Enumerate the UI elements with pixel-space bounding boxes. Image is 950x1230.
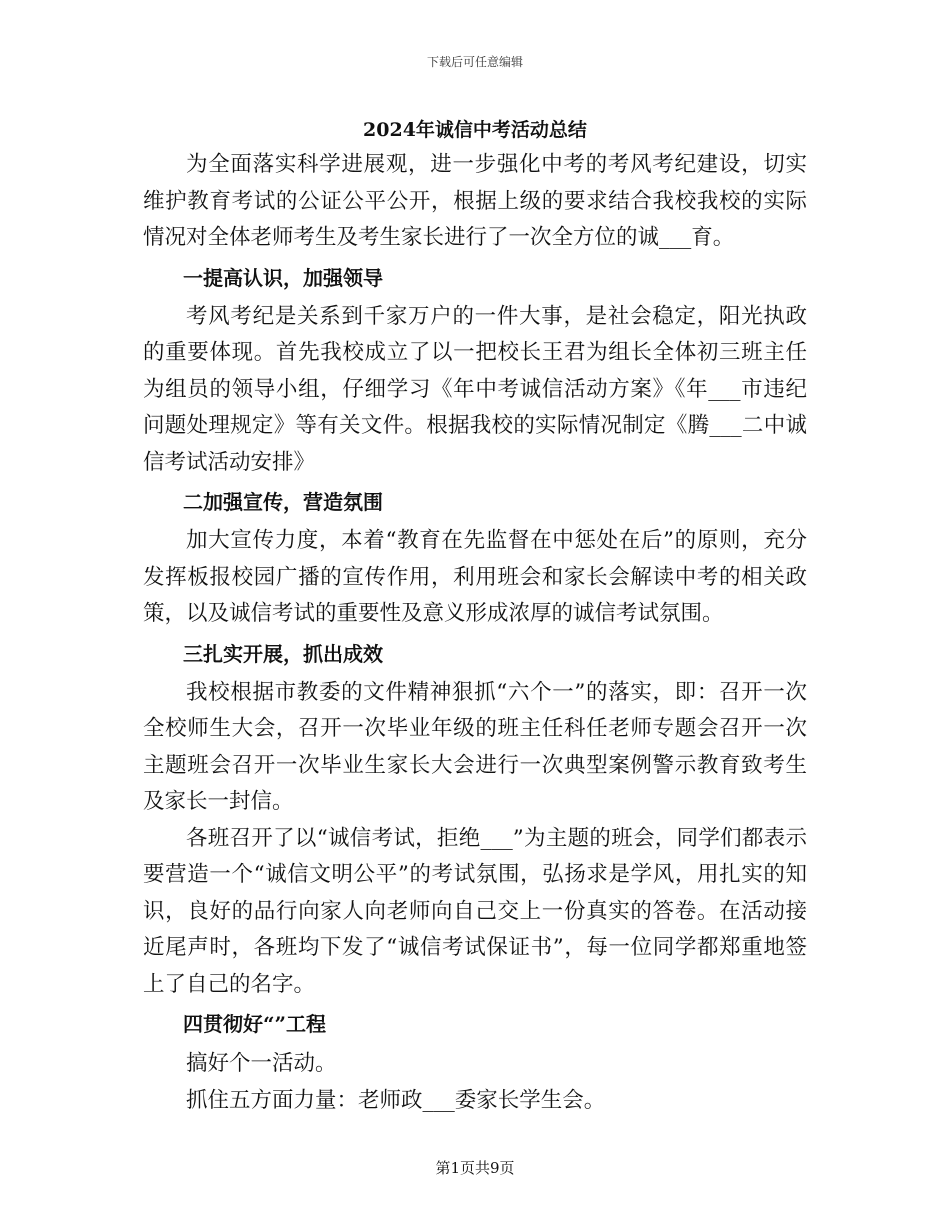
section-2-paragraph: 加大宣传力度，本着“教育在先监督在中惩处在后”的原则，充分发挥板报校园广播的宣传作用，利用班会和家长会解读中考的相关政策，以及诚信考试的重要性及意义形成浓厚的诚信考试氛围。 [143,528,807,626]
section-heading-2: 二加强宣传，营造氛围 [183,490,383,514]
page-number-footer: 第1页共9页 [435,1159,515,1177]
section-3-paragraph-1: 我校根据市教委的文件精神狠抓“六个一”的落实，即：召开一次全校师生大会，召开一次毕业年级的班主任科任老师专题会召开一次主题班会召开一次毕业生家长大会进行一次典型案例警示教育致考生及家长一封信。 [143,679,807,814]
section-4-paragraph-2: 抓住五方面力量：老师政___委家长学生会。 [186,1088,606,1113]
section-1-paragraph: 考风考纪是关系到千家万户的一件大事，是社会稳定，阳光执政的重要体现。首先我校成立了以一把校长王君为组长全体初三班主任为组员的领导小组，仔细学习《年中考诚信活动方案》《年___市违纪问题处理规定》等有关文件。根据我校的实际情况制定《腾___二中诚信考试活动安排》 [143,303,807,475]
document-title: 2024年诚信中考活动总结 [363,119,587,141]
section-heading-1: 一提高认识，加强领导 [183,265,383,290]
section-heading-4: 四贯彻好“”工程 [183,1012,327,1036]
section-4-paragraph-1: 搞好个一活动。 [186,1051,337,1076]
section-3-paragraph-2: 各班召开了以“诚信考试，拒绝___”为主题的班会，同学们都表示要营造一个“诚信文明公平”的考试氛围，弘扬求是学风，用扎实的知识，良好的品行向家人向老师向自己交上一份真实的答卷。在活动接近尾声时，各班均下发了“诚信考试保证书”，每一位同学都郑重地签上了自己的名字。 [143,825,807,997]
header-note: 下载后可任意编辑 [426,55,523,69]
section-heading-3: 三扎实开展，抓出成效 [183,641,383,666]
intro-paragraph: 为全面落实科学进展观，进一步强化中考的考风考纪建设，切实维护教育考试的公证公平公开，根据上级的要求结合我校我校的实际情况对全体老师考生及考生家长进行了一次全方位的诚___育。 [143,152,807,250]
document-body [143,147,807,1119]
